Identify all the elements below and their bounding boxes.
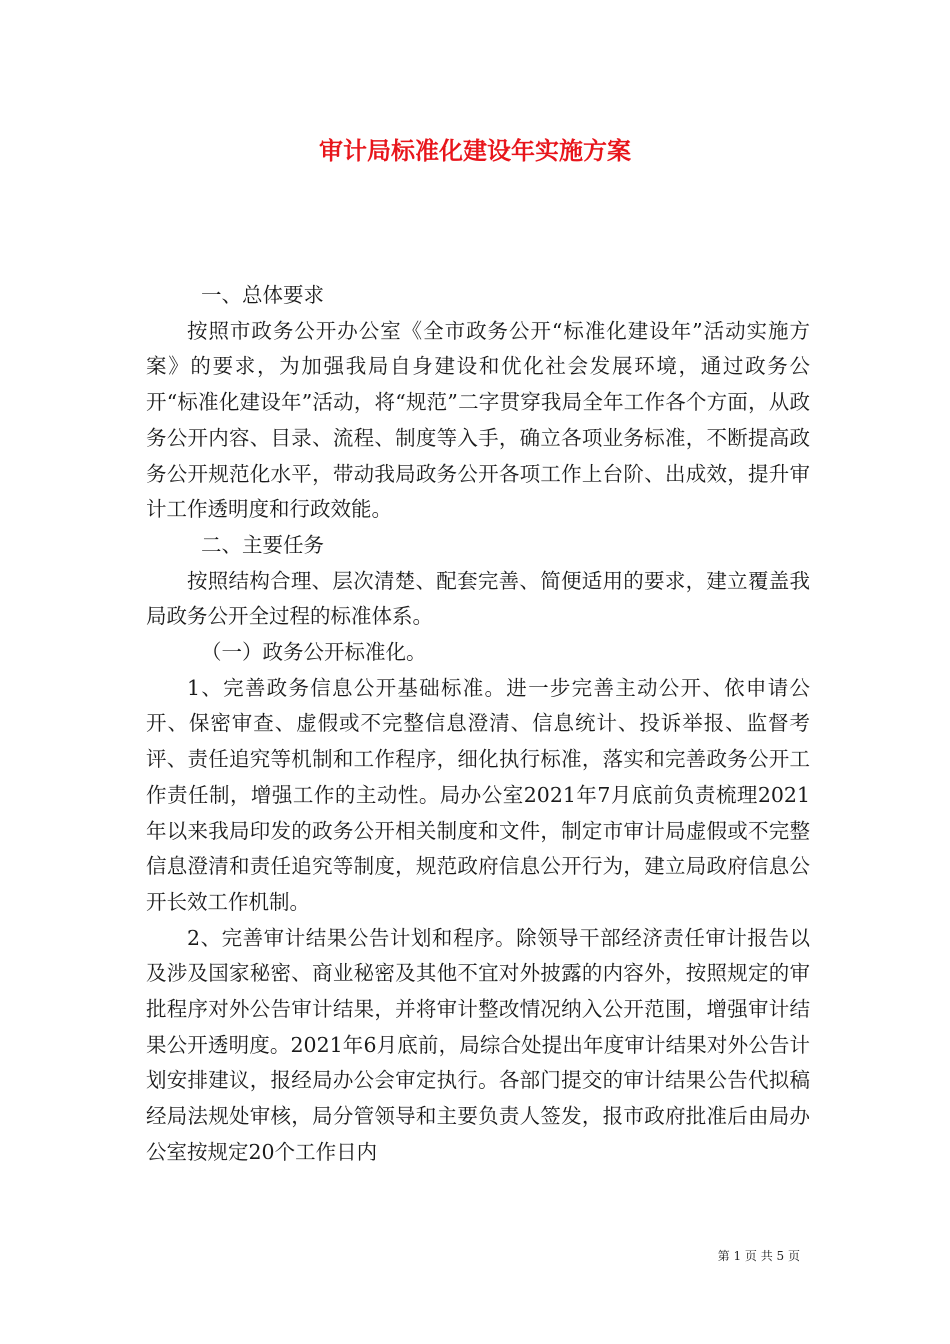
document-title: 审计局标准化建设年实施方案 (319, 136, 631, 165)
paragraph-item-1: 1、完善政务信息公开基础标准。进一步完善主动公开、依申请公开、保密审查、虚假或不完整信息澄清、信息统计、投诉举报、监督考评、责任追究等机制和工作程序，细化执行标准，落实和完善政务公开工作责任制，增强工作的主动性。局办公室2021年7月底前负责梳理2021年以来我局印发的政务公开相关制度和文件，制定市审计局虚假或不完整信息澄清和责任追究等制度，规范政府信息公开行为，建立局政府信息公开长效工作机制。 (146, 675, 810, 914)
section-heading-main-tasks: 二、主要任务 (201, 532, 324, 557)
paragraph-main-tasks: 按照结构合理、层次清楚、配套完善、简便适用的要求，建立覆盖我局政务公开全过程的标准体系。 (146, 568, 810, 629)
subsection-heading-standardization: （一）政务公开标准化。 (201, 640, 427, 665)
paragraph-item-2: 2、完善审计结果公告计划和程序。除领导干部经济责任审计报告以及涉及国家秘密、商业秘密及其他不宜对外披露的内容外，按照规定的审批程序对外公告审计结果，并将审计整改情况纳入公开范围，增强审计结果公开透明度。2021年6月底前，局综合处提出年度审计结果对外公告计划安排建议，报经局办公会审定执行。各部门提交的审计结果公告代拟稿经局法规处审核，局分管领导和主要负责人签发，报市政府批准后由局办公室按规定20个工作日内 (146, 925, 810, 1164)
section-heading-general-requirements: 一、总体要求 (201, 283, 324, 307)
paragraph-general-requirements: 按照市政务公开办公室《全市政务公开“标准化建设年”活动实施方案》的要求，为加强我局自身建设和优化社会发展环境，通过政务公开“标准化建设年”活动，将“规范”二字贯穿我局全年工作各个方面，从政务公开内容、目录、流程、制度等入手，确立各项业务标准，不断提高政务公开规范化水平，带动我局政务公开各项工作上台阶、出成效，提升审计工作透明度和行政效能。 (146, 318, 810, 522)
document-body (146, 278, 810, 1171)
page-footer: 第 1 页 共 5 页 (717, 1249, 800, 1263)
